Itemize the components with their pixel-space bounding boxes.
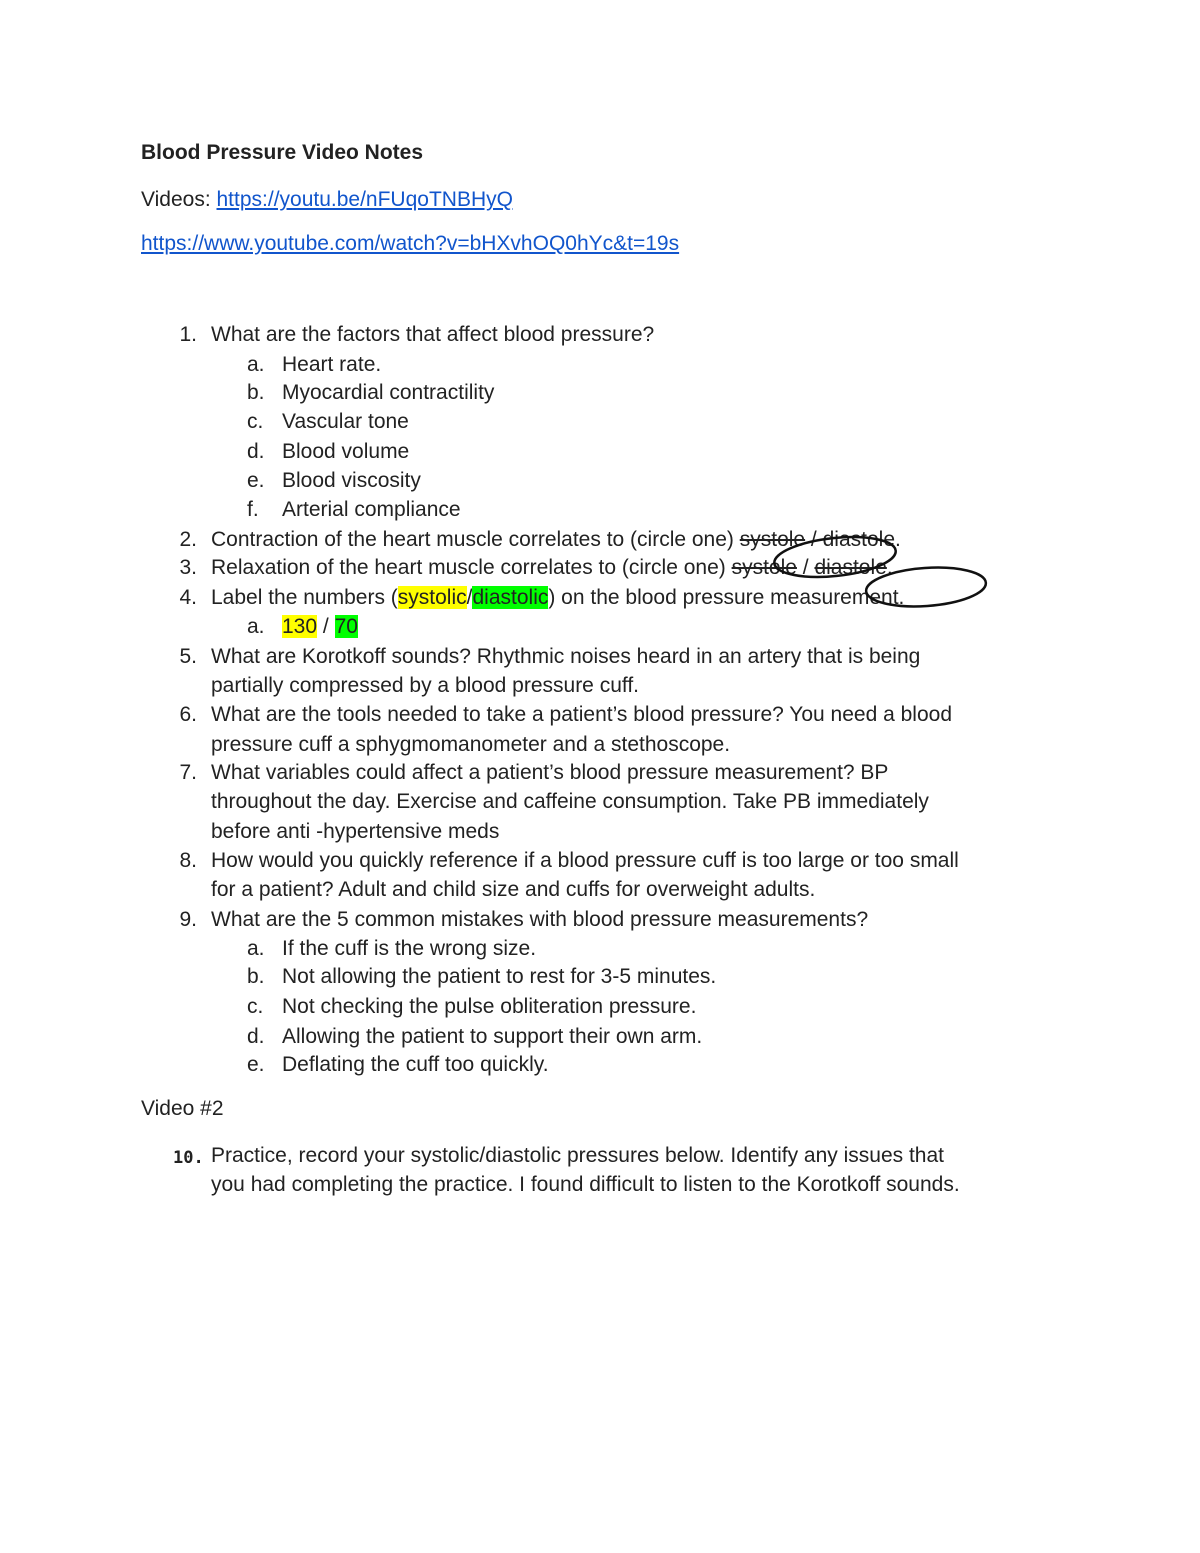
option-systole: systole	[731, 556, 797, 579]
document-title: Blood Pressure Video Notes	[141, 141, 424, 164]
highlight-diastolic: diastolic	[472, 586, 549, 609]
option-diastole: diastole	[822, 528, 895, 551]
videos-line	[141, 188, 513, 212]
systolic-value: 130	[282, 615, 318, 638]
option-systole: systole	[739, 528, 806, 551]
option-diastole: diastole	[814, 556, 887, 579]
video-link-1[interactable]: https://youtu.be/nFUqoTNBHyQ	[216, 188, 513, 211]
video2-heading: Video #2	[141, 1097, 224, 1120]
highlight-systolic: systolic	[397, 586, 467, 609]
videos-label: Videos:	[141, 188, 217, 211]
videos-line-2	[141, 232, 679, 256]
document-page: Blood Pressure Video Notes Videos: https://youtu.be/nFUqoTNBHyQ https://www.youtube.com/watch?v=bHXvhOQ0hYc&t=19s 1. What are the factors that affect blood pressure? a. Heart rate. b. Myocardial contractility c. Vascular tone d. Blood volume e. Blood viscosity f. Arterial compliance 2. Contraction of the heart muscle correlates to (circle one) systole / diastole. 3. Relaxation of the heart muscle correlates to (circle one) systole / diastole. 4. Label the numbers (systolic/diastolic) on the blood pressure measurement. a. 130 / 70 5. What are Korotkoff sounds? Rhythmic noises heard in an artery that is being partially compressed by a blood pressure cuff. 6. What are the tools needed to take a patient’s blood pressure? You need a blood pressure cuff a sphygmomanometer and a stethoscope. 7. What variables could affect a patient’s blood pressure measurement? BP throughout the day. Exercise and caffeine consumption. Take PB immediately before anti -hypertensive meds 8. How would you quickly reference if a blood pressure cuff is too large or too small for a patient? Adult and child size and cuffs for overweight adults. 9. What are the 5 common mistakes with blood pressure measurements? a. If the cuff is the wrong size. b. Not allowing the patient to rest for 3-5 minutes. c. Not checking the pulse obliteration pressure. d. Allowing the patient to support their own arm. e. Deflating the cuff too quickly. Video #2 10. Practice, record your systolic/diastolic pressures below. Identify any issues that you had completing the practice. I found difficult to listen to the Korotkoff sounds.	[0, 0, 1200, 1553]
diastolic-value: 70	[334, 615, 358, 638]
video-link-2[interactable]: https://www.youtube.com/watch?v=bHXvhOQ0hYc&t=19s	[141, 232, 680, 255]
